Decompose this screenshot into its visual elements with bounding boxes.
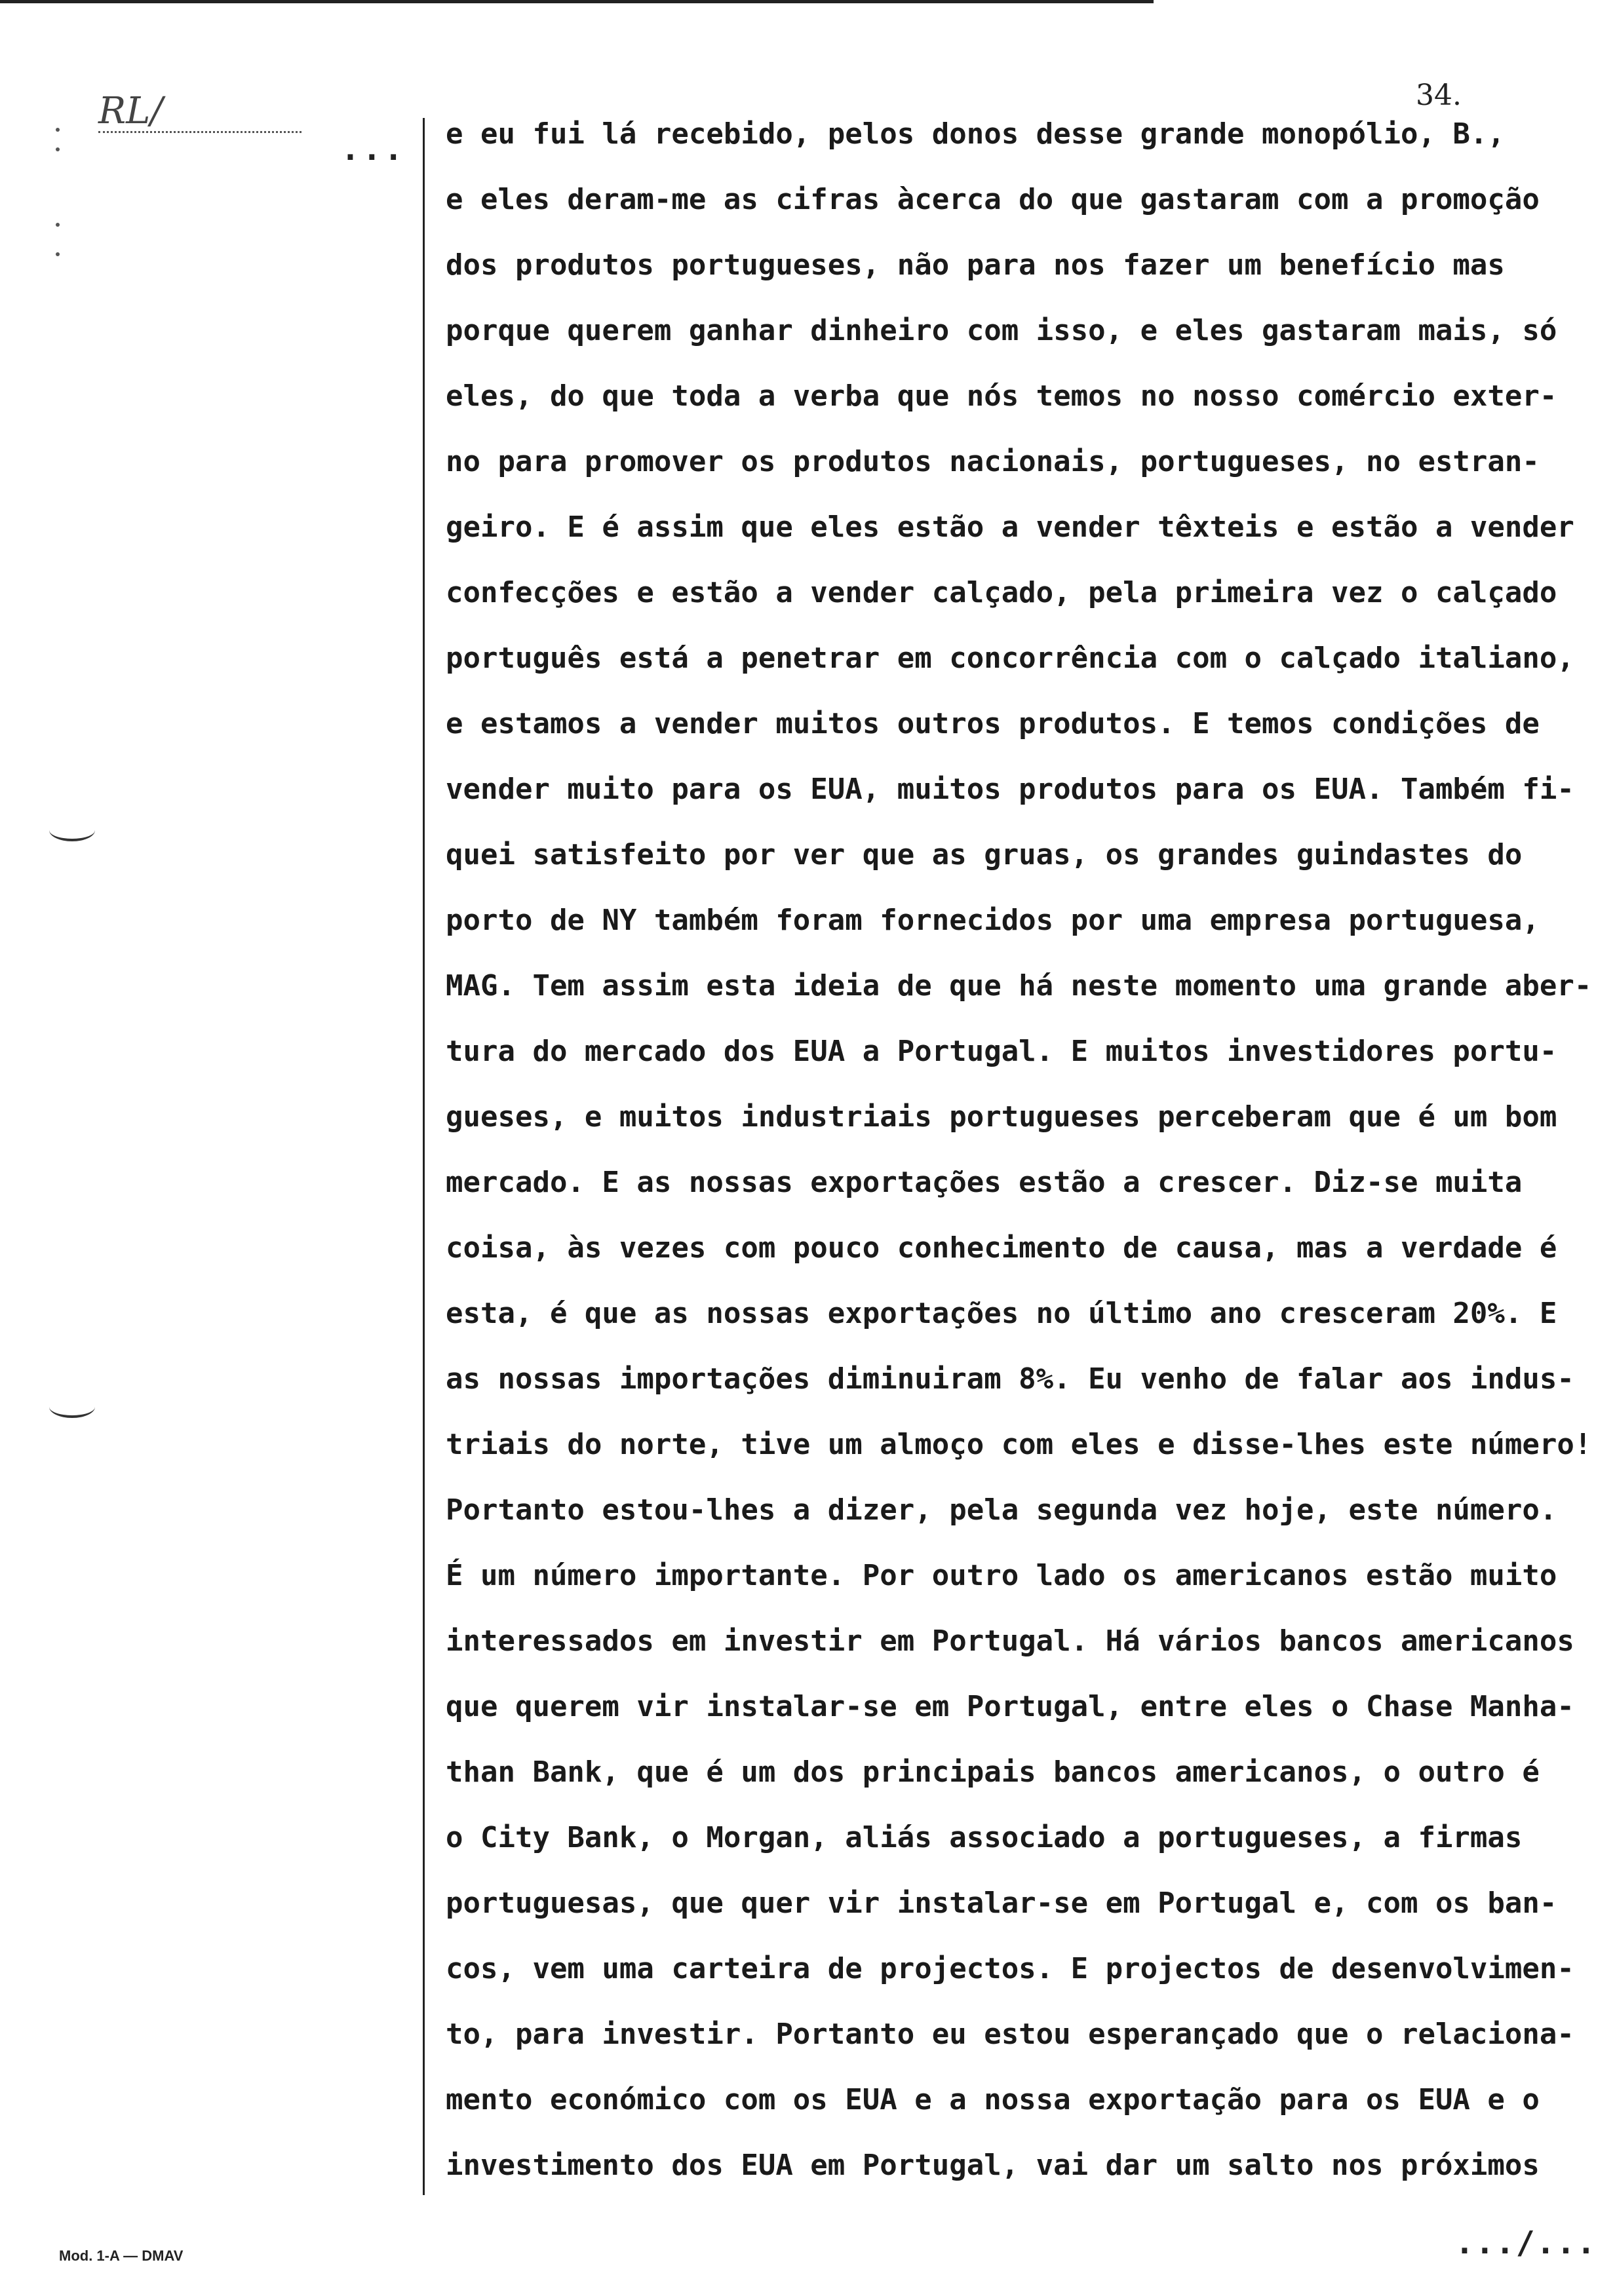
text-line: É um número importante. Por outro lado os americanos estão muito <box>446 1559 1557 1592</box>
text-line: mercado. E as nossas exportações estão a crescer. Diz-se muita <box>446 1166 1523 1199</box>
text-line: cos, vem uma carteira de projectos. E projectos de desenvolvimen- <box>446 1952 1574 1985</box>
text-line: gueses, e muitos industriais portugueses perceberam que é um bom <box>446 1100 1557 1134</box>
text-line: esta, é que as nossas exportações no último ano cresceram 20%. E <box>446 1297 1557 1330</box>
text-line: interessados em investir em Portugal. Há vários bancos americanos <box>446 1624 1574 1658</box>
text-line: as nossas importações diminuiram 8%. Eu venho de falar aos indus- <box>446 1362 1574 1396</box>
text-line: dos produtos portugueses, não para nos fazer um benefício mas <box>446 248 1505 282</box>
text-line: porto de NY também foram fornecidos por uma empresa portuguesa, <box>446 904 1540 937</box>
page-number: 34. <box>1416 79 1462 112</box>
margin-tick <box>56 252 60 256</box>
margin-tick <box>56 223 60 227</box>
text-line: o City Bank, o Morgan, aliás associado a portugueses, a firmas <box>446 1821 1523 1854</box>
top-rule <box>0 0 1154 3</box>
continuation-marker-bottom: .../... <box>1455 2225 1597 2261</box>
text-line: que querem vir instalar-se em Portugal, entre eles o Chase Manha- <box>446 1690 1574 1723</box>
continuation-marker-top: ... <box>341 131 406 168</box>
text-line: MAG. Tem assim esta ideia de que há neste momento uma grande aber- <box>446 969 1592 1003</box>
text-line: than Bank, que é um dos principais bancos americanos, o outro é <box>446 1755 1540 1789</box>
text-line: portuguesas, que quer vir instalar-se em Portugal e, com os ban- <box>446 1886 1557 1920</box>
text-line: e eles deram-me as cifras àcerca do que gastaram com a promoção <box>446 183 1540 216</box>
text-line: Portanto estou-lhes a dizer, pela segunda vez hoje, este número. <box>446 1493 1557 1527</box>
form-code: Mod. 1-A — DMAV <box>59 2248 184 2264</box>
text-line: eles, do que toda a verba que nós temos no nosso comércio exter- <box>446 379 1557 413</box>
text-line: quei satisfeito por ver que as gruas, os grandes guindastes do <box>446 838 1523 871</box>
text-line: português está a penetrar em concorrência com o calçado italiano, <box>446 641 1574 675</box>
text-line: porque querem ganhar dinheiro com isso, e eles gastaram mais, só <box>446 314 1557 347</box>
text-line: tura do mercado dos EUA a Portugal. E muitos investidores portu- <box>446 1035 1557 1068</box>
text-line: geiro. E é assim que eles estão a vender têxteis e estão a vender <box>446 510 1574 544</box>
initials-dotted-line <box>98 131 302 133</box>
text-line: no para promover os produtos nacionais, portugueses, no estran- <box>446 445 1540 478</box>
typist-initials: RL/ <box>98 90 163 132</box>
margin-check-mark <box>49 819 95 841</box>
margin-rule <box>423 118 425 2195</box>
text-line: e estamos a vender muitos outros produtos. E temos condições de <box>446 707 1540 740</box>
margin-tick <box>56 128 60 132</box>
text-line: e eu fui lá recebido, pelos donos desse grande monopólio, B., <box>446 117 1505 151</box>
text-line: triais do norte, tive um almoço com eles e disse-lhes este número! <box>446 1428 1592 1461</box>
text-line: to, para investir. Portanto eu estou esperançado que o relaciona- <box>446 2018 1574 2051</box>
margin-check-mark <box>49 1396 95 1418</box>
margin-tick <box>56 147 60 151</box>
text-line: investimento dos EUA em Portugal, vai dar um salto nos próximos <box>446 2149 1540 2182</box>
text-line: coisa, às vezes com pouco conhecimento de causa, mas a verdade é <box>446 1231 1557 1265</box>
body-text <box>446 115 1599 2211</box>
text-line: vender muito para os EUA, muitos produtos para os EUA. Também fi- <box>446 773 1574 806</box>
text-line: mento económico com os EUA e a nossa exportação para os EUA e o <box>446 2083 1540 2116</box>
text-line: confecções e estão a vender calçado, pela primeira vez o calçado <box>446 576 1557 609</box>
